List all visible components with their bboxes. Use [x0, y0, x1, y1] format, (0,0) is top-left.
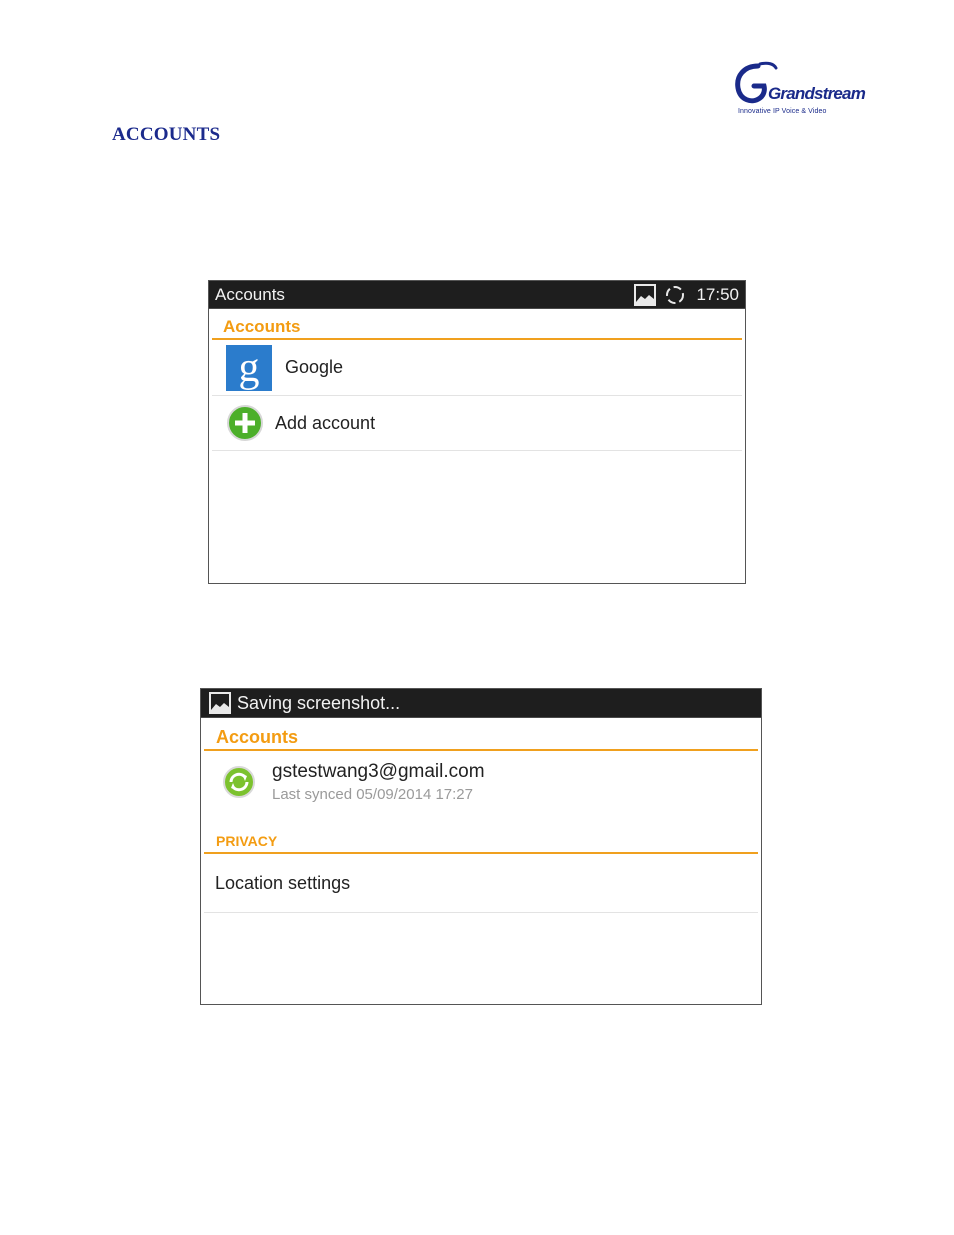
account-item-gmail[interactable]	[204, 751, 758, 813]
status-bar-title: Accounts	[215, 284, 285, 304]
status-bar	[201, 689, 761, 718]
sync-icon	[222, 765, 256, 799]
add-circle-icon	[226, 404, 264, 442]
add-account-label: Add account	[275, 412, 376, 433]
status-bar-icons	[634, 281, 739, 308]
accounts-section-header: Accounts	[212, 309, 742, 340]
logo-tagline: Innovative IP Voice & Video	[738, 108, 827, 115]
status-bar-title: Saving screenshot...	[237, 692, 401, 713]
accounts-section-header: Accounts	[204, 718, 758, 751]
screenshot-notification-icon	[634, 284, 656, 306]
privacy-section-header: PRIVACY	[204, 813, 758, 854]
screenshot-account-detail	[200, 688, 762, 1005]
account-sync-status: Last synced 05/09/2014 17:27	[272, 786, 473, 803]
account-item-label: Google	[285, 357, 344, 377]
status-bar-clock: 17:50	[696, 284, 739, 304]
screenshot-accounts	[208, 280, 746, 584]
page-title: ACCOUNTS	[112, 124, 221, 145]
account-item-google[interactable]	[212, 340, 742, 396]
sync-spinner-icon	[664, 284, 686, 306]
screenshot-notification-icon	[209, 692, 231, 714]
location-settings-label: Location settings	[215, 872, 351, 893]
grandstream-logo	[734, 60, 866, 118]
location-settings-item[interactable]	[204, 854, 758, 913]
logo-brand-text: Grandstream	[768, 84, 866, 103]
status-bar	[209, 281, 745, 309]
google-g-icon: g	[226, 345, 272, 391]
account-email: gstestwang3@gmail.com	[272, 761, 485, 782]
add-account-button[interactable]	[212, 396, 742, 451]
